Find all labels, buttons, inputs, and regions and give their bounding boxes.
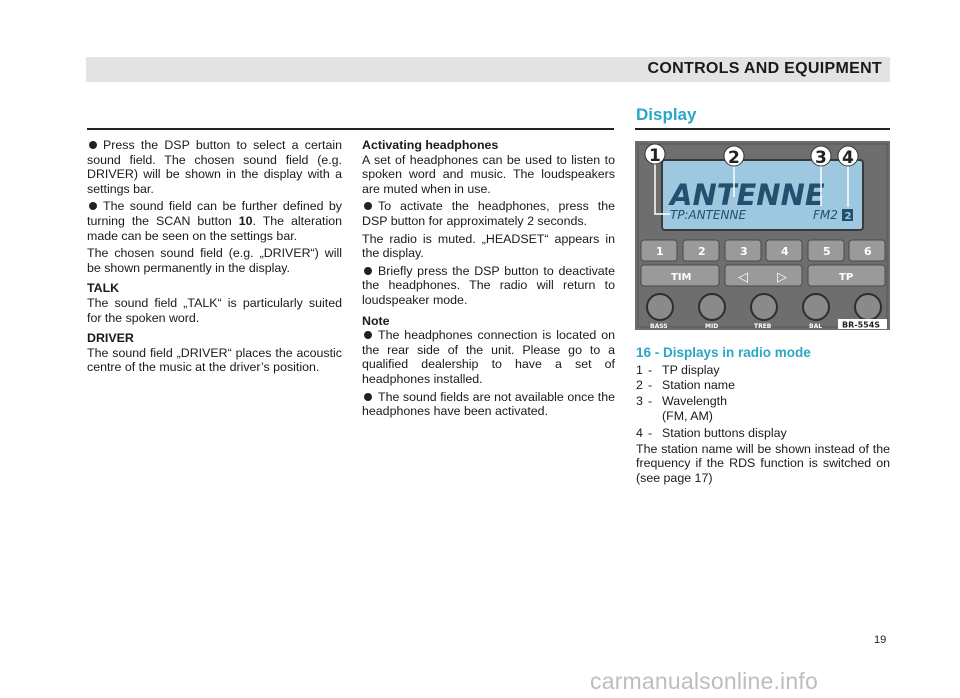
tp-button-label: TP [839,272,854,283]
callout-label-4: 4 [842,148,854,168]
station-button-label-3: 3 [740,245,748,258]
bullet-icon [364,267,372,275]
mid-knob[interactable] [699,294,725,320]
bullet-icon [364,393,372,401]
knob-label-bal: BAL [809,323,823,330]
paragraph: The sound field „DRIVER“ places the acoustic centre of the music at the driver’s position. [87,345,342,375]
station-button-label-4: 4 [781,245,789,258]
left-column [87,138,342,378]
callout-label-3: 3 [815,148,827,168]
paragraph: A set of headphones can be used to listen to spoken word and music. The loudspeakers are muted when in use. [362,152,615,196]
radio-illustration [635,141,890,330]
lcd-station-name: ANTENNE [670,178,825,212]
station-button-label-6: 6 [864,245,872,258]
talk-heading: TALK [87,281,120,296]
figure-code: BR-554S [842,320,881,330]
knob-label-bass: BASS [650,323,668,330]
bullet-icon [364,331,372,339]
bullet-icon [364,202,372,210]
callout-label-2: 2 [728,148,740,168]
paragraph: To activate the headphones, press the DSP button for approximately 2 seconds. [362,199,615,228]
divider-left [87,128,614,130]
lcd-tp-text: TP:ANTENNE [670,208,747,222]
callout-label-1: 1 [649,146,661,166]
seek-left-icon: ◁ [738,270,748,285]
paragraph: The radio is muted. „HEADSET“ appears in the display. [362,231,615,261]
bal-knob[interactable] [803,294,829,320]
paragraph: The chosen sound field (e.g. „DRIVER“) will be shown permanently in the display. [87,246,342,275]
tim-button-label: TIM [671,272,692,283]
station-button-label-5: 5 [823,245,831,258]
right-column [636,346,890,488]
middle-column [362,138,615,422]
figure-caption: 16 - Displays in radio mode [636,345,811,360]
chapter-title: CONTROLS AND EQUIPMENT [647,60,882,77]
divider-right [635,128,890,130]
paragraph: The station name will be shown instead of the frequency if the RDS function is switched on (see page 17) [636,441,890,485]
lcd-band: FM2 [813,208,838,222]
paragraph: Press the DSP button to select a certain sound field. The chosen sound field (e.g. DRIVER) will be shown in the display with a settings bar. [87,138,342,196]
seek-button[interactable] [725,265,802,286]
legend-item: 1 - TP display [636,362,720,377]
station-button-label-1: 1 [656,245,664,258]
bass-knob[interactable] [647,294,673,320]
radio-display-figure [635,141,890,330]
section-title: Display [636,105,697,124]
watermark: carmanualsonline.info [590,668,818,694]
paragraph: Briefly press the DSP button to deactivate the headphones. The radio will return to loudspeaker mode. [362,263,615,307]
headphones-heading: Activating headphones [362,138,499,152]
legend-item: 4 - Station buttons display [636,425,787,440]
bullet-icon [89,202,97,210]
volume-knob[interactable] [855,294,881,320]
station-button-label-2: 2 [698,245,706,258]
legend-item: 2 - Station name [636,378,736,393]
paragraph: The sound field „TALK“ is particularly suited for the spoken word. [87,295,342,325]
driver-heading: DRIVER [87,331,134,346]
lcd-band-number: 2 [844,211,852,222]
treb-knob[interactable] [751,294,777,320]
legend-item: 3 - Wavelength [636,393,727,408]
legend-subtext: (FM, AM) [662,409,713,424]
knob-label-mid: MID [705,323,719,330]
seek-right-icon: ▷ [777,270,787,285]
paragraph: The sound fields are not available once the headphones have been activated. [362,389,615,419]
paragraph: The headphones connection is located on the rear side of the unit. Please go to a qualified dealership to have a set of headphones installed. [362,328,615,386]
paragraph: The sound field can be further defined by turning the SCAN button 10. The alteration made can be seen on the settings bar. [87,199,342,243]
bullet-icon [89,141,97,149]
note-heading: Note [362,313,390,328]
knob-label-treb: TREB [754,323,772,330]
header-bar [86,57,890,82]
page-number: 19 [874,634,887,646]
